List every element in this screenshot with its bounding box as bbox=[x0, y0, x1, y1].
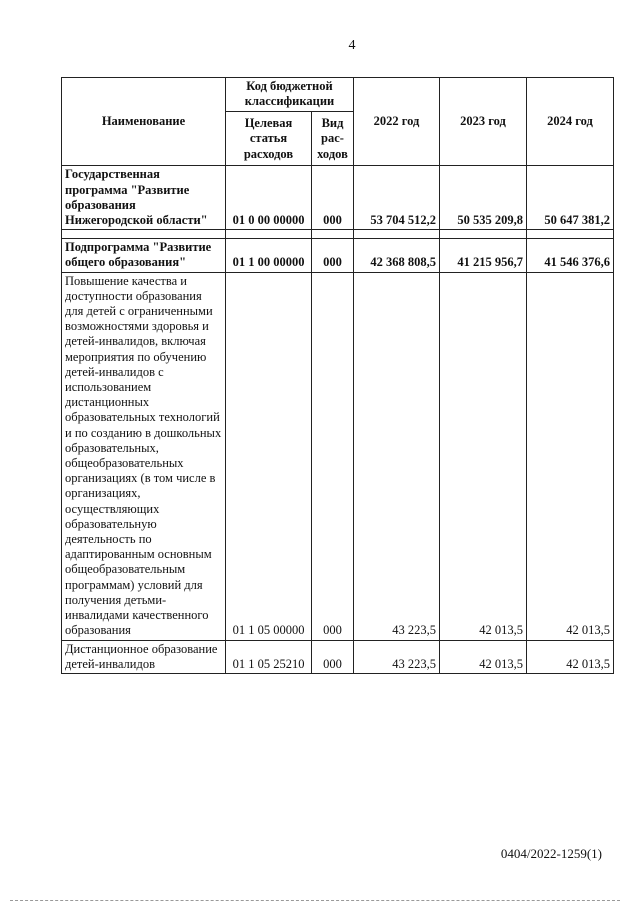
row-type: 000 bbox=[312, 166, 354, 230]
budget-table bbox=[61, 77, 614, 674]
header-2022: 2022 год bbox=[354, 78, 440, 166]
row-name: Дистанционное образование детей-инвалидов bbox=[62, 640, 226, 673]
row-2022: 43 223,5 bbox=[354, 272, 440, 640]
row-target: 01 0 00 00000 bbox=[226, 166, 312, 230]
header-2024: 2024 год bbox=[527, 78, 614, 166]
row-type: 000 bbox=[312, 239, 354, 272]
table-row bbox=[62, 640, 614, 673]
row-2022: 42 368 808,5 bbox=[354, 239, 440, 272]
row-target: 01 1 05 25210 bbox=[226, 640, 312, 673]
header-expense-type: Вид рас-ходов bbox=[312, 112, 354, 166]
row-2023: 50 535 209,8 bbox=[440, 166, 527, 230]
page-number: 4 bbox=[348, 38, 356, 53]
scan-edge-line bbox=[10, 899, 620, 901]
row-2023: 42 013,5 bbox=[440, 640, 527, 673]
row-2022: 43 223,5 bbox=[354, 640, 440, 673]
header-target-article: Целевая статья расходов bbox=[226, 112, 312, 166]
header-2023: 2023 год bbox=[440, 78, 527, 166]
table-row bbox=[62, 166, 614, 230]
row-2022: 53 704 512,2 bbox=[354, 166, 440, 230]
row-2023: 41 215 956,7 bbox=[440, 239, 527, 272]
row-name: Подпрограмма "Развитие общего образования" bbox=[62, 239, 226, 272]
row-name: Повышение качества и доступности образования для детей с ограниченными возможностями здоровья и детей-инвалидов, включая мероприятия по обучению детей-инвалидов с использованием дистанционных образовательных технологий и по созданию в дошкольных образовательных, общеобразовательных организациях (в том числе в организациях, осуществляющих образовательную деятельность по адаптированным основным общеобразовательным программам) условий для получения детьми-инвалидами качественного образования bbox=[62, 272, 226, 640]
row-type: 000 bbox=[312, 272, 354, 640]
document-code: 0404/2022-1259(1) bbox=[500, 846, 602, 861]
row-2024: 42 013,5 bbox=[527, 640, 614, 673]
table-row bbox=[62, 239, 614, 272]
header-budget-code: Код бюджетной классификации bbox=[226, 78, 354, 112]
header-name: Наименование bbox=[62, 78, 226, 166]
row-2024: 42 013,5 bbox=[527, 272, 614, 640]
row-type: 000 bbox=[312, 640, 354, 673]
table-spacer-row bbox=[62, 230, 614, 239]
table-row bbox=[62, 272, 614, 640]
row-target: 01 1 05 00000 bbox=[226, 272, 312, 640]
row-2024: 41 546 376,6 bbox=[527, 239, 614, 272]
row-target: 01 1 00 00000 bbox=[226, 239, 312, 272]
row-2023: 42 013,5 bbox=[440, 272, 527, 640]
row-2024: 50 647 381,2 bbox=[527, 166, 614, 230]
row-name: Государственная программа "Развитие образования Нижегородской области" bbox=[62, 166, 226, 230]
